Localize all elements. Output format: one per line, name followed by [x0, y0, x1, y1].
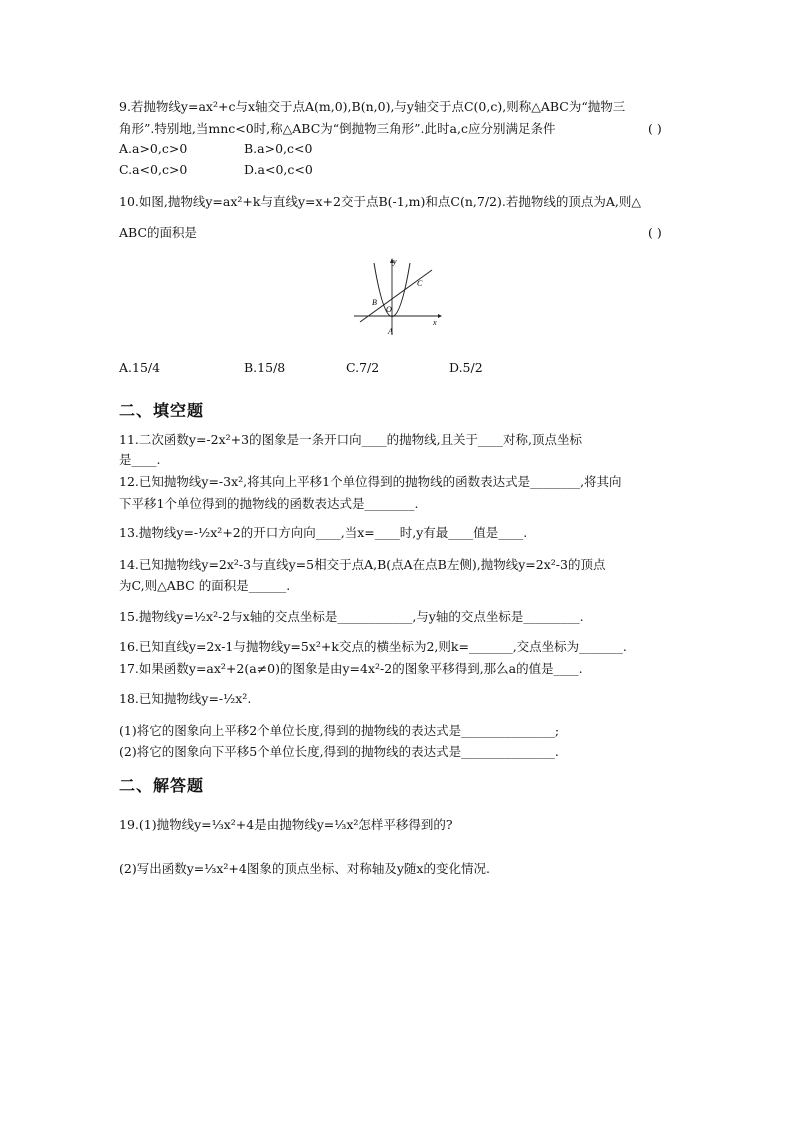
x-axis-arrow-icon	[438, 314, 442, 318]
point-a-label: A	[388, 327, 393, 336]
q9-option-d: D.a<0,c<0	[244, 162, 313, 177]
x-axis-label: x	[433, 318, 437, 327]
q9-line1: 9.若抛物线y=ax²+c与x轴交于点A(m,0),B(n,0),与y轴交于点C(0,c),则称△ABC为“抛物三	[119, 99, 626, 114]
q18-part1: (1)将它的图象向上平移2个单位长度,得到的抛物线的表达式是_______________;	[119, 723, 560, 738]
q9-answer-paren: ( )	[648, 121, 662, 136]
q12-line2: 下平移1个单位得到的抛物线的函数表达式是________.	[119, 496, 419, 511]
q10-option-b: B.15/8	[244, 360, 286, 375]
q10-line1: 10.如图,抛物线y=ax²+k与直线y=x+2交于点B(-1,m)和点C(n,7/2).若抛物线的顶点为A,则△	[119, 194, 641, 209]
q9-line2: 角形”.特别地,当mnc<0时,称△ABC为“倒抛物三角形”.此时a,c应分别满足条件	[119, 121, 556, 136]
q18-part2: (2)将它的图象向下平移5个单位长度,得到的抛物线的表达式是_______________.	[119, 744, 559, 759]
point-b-label: B	[372, 298, 377, 307]
y-axis-label: y	[393, 257, 397, 266]
q15: 15.抛物线y=½x²-2与x轴的交点坐标是____________,与y轴的交点坐标是_________.	[119, 609, 584, 624]
q10-option-a: A.15/4	[119, 360, 161, 375]
q16: 16.已知直线y=2x-1与抛物线y=5x²+k交点的横坐标为2,则k=_______,交点坐标为_______.	[119, 639, 627, 654]
q14-line1: 14.已知抛物线y=2x²-3与直线y=5相交于点A,B(点A在点B左侧),抛物线y=2x²-3的顶点	[119, 557, 606, 572]
q10-option-d: D.5/2	[449, 360, 483, 375]
q19-part2: (2)写出函数y=⅓x²+4图象的顶点坐标、对称轴及y随x的变化情况.	[119, 861, 490, 876]
q9-option-b: B.a>0,c<0	[244, 141, 313, 156]
q10-parabola-graph	[352, 255, 444, 337]
q9-option-c: C.a<0,c>0	[119, 162, 188, 177]
point-c-label: C	[417, 279, 423, 288]
q9-option-a: A.a>0,c>0	[119, 141, 188, 156]
section-fill-heading: 二、填空题	[119, 401, 205, 420]
q19-part1: 19.(1)抛物线y=⅓x²+4是由抛物线y=⅓x²怎样平移得到的?	[119, 817, 453, 832]
section-answer-heading: 二、解答题	[119, 776, 205, 795]
q11-line2: 是____.	[119, 452, 161, 467]
q10-answer-paren: ( )	[648, 225, 662, 240]
q13: 13.抛物线y=-½x²+2的开口方向向____,当x=____时,y有最____值是____.	[119, 525, 528, 540]
q18: 18.已知抛物线y=-½x².	[119, 691, 252, 706]
q12-line1: 12.已知抛物线y=-3x²,将其向上平移1个单位得到的抛物线的函数表达式是________,将其向	[119, 474, 622, 489]
q17: 17.如果函数y=ax²+2(a≠0)的图象是由y=4x²-2的图象平移得到,那么a的值是____.	[119, 661, 583, 676]
q11-line1: 11.二次函数y=-2x²+3的图象是一条开口向____的抛物线,且关于____对称,顶点坐标	[119, 432, 583, 447]
origin-label: O	[386, 305, 392, 314]
q10-line2: ABC的面积是	[119, 225, 198, 240]
q10-option-c: C.7/2	[346, 360, 380, 375]
q14-line2: 为C,则△ABC 的面积是______.	[119, 578, 291, 593]
